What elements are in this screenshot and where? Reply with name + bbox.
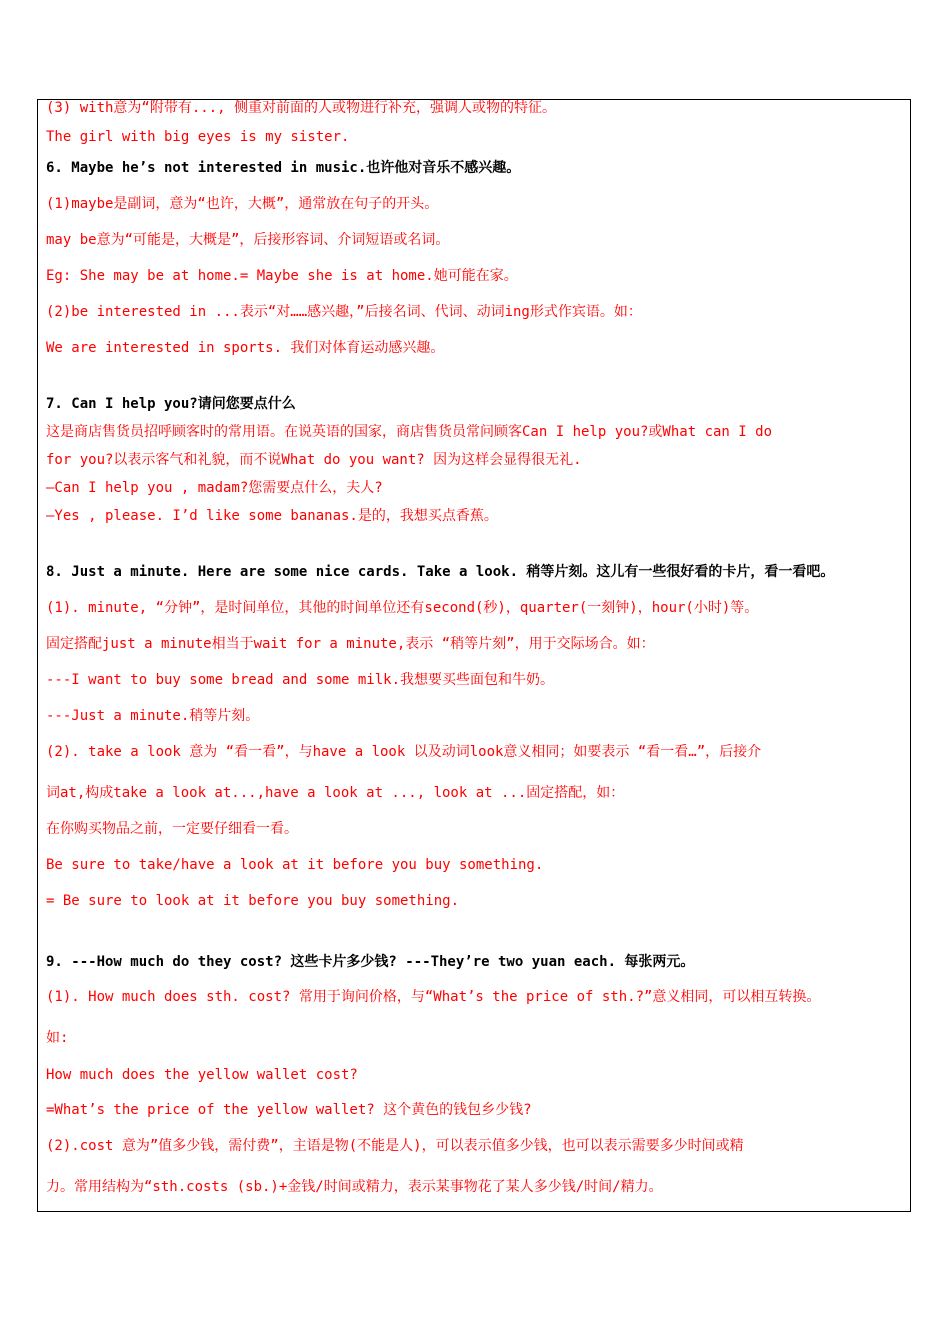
note-line: 词at,构成take a look at...,have a look at ..., look at ...固定搭配，如： [46, 785, 625, 801]
note-line: (2)be interested in ...表示“对……感兴趣，”后接名词、代词、动词ing形式作宾语。如： [46, 304, 642, 320]
example-line: How much does the yellow wallet cost? [46, 1067, 358, 1083]
note-line: (1). How much does sth. cost? 常用于询问价格，与“What’s the price of sth.?”意义相同，可以相互转换。 [46, 989, 821, 1005]
example-line: Eg: She may be at home.= Maybe she is at home.她可能在家。 [46, 268, 518, 284]
example-line: =What’s the price of the yellow wallet? 这个黄色的钱包乡少钱? [46, 1102, 532, 1118]
item-heading: 7. Can I help you?请问您要点什么 [46, 396, 296, 412]
example-line: —Can I help you , madam?您需要点什么，夫人? [46, 480, 383, 496]
note-line: (2). take a look 意为 “看一看”，与have a look 以及动词look意义相同；如要表示 “看一看…”，后接介 [46, 744, 762, 760]
note-line: 这是商店售货员招呼顾客时的常用语。在说英语的国家，商店售货员常问顾客Can I help you?或What can I do [46, 424, 773, 440]
note-line: (3) with意为“附带有..., 侧重对前面的人或物进行补充，强调人或物的特征。 [46, 100, 557, 116]
item-heading: 9. ---How much do they cost? 这些卡片多少钱? ---They’re two yuan each. 每张两元。 [46, 954, 695, 970]
item-heading: 8. Just a minute. Here are some nice cards. Take a look. 稍等片刻。这儿有一些很好看的卡片，看一看吧。 [46, 564, 835, 580]
item-heading: 6. Maybe he’s not interested in music.也许他对音乐不感兴趣。 [46, 160, 521, 176]
example-line: ---I want to buy some bread and some milk.我想要买些面包和牛奶。 [46, 672, 555, 688]
note-line: for you?以表示客气和礼貌，而不说What do you want? 因为这样会显得很无礼. [46, 452, 582, 468]
example-line: = Be sure to look at it before you buy something. [46, 893, 460, 909]
note-line: (2).cost 意为”值多少钱，需付费”，主语是物(不能是人)，可以表示值多少钱，也可以表示需要多少时间或精 [46, 1138, 744, 1154]
example-line: 在你购买物品之前，一定要仔细看一看。 [46, 821, 298, 837]
note-line: 力。常用结构为“sth.costs (sb.)+金钱/时间或精力，表示某事物花了某人多少钱/时间/精力。 [46, 1179, 663, 1195]
note-line: 如: [46, 1030, 69, 1046]
note-line: may be意为“可能是，大概是”，后接形容词、介词短语或名词。 [46, 232, 450, 248]
note-line: 固定搭配just a minute相当于wait for a minute,表示 “稍等片刻”，用于交际场合。如： [46, 636, 655, 652]
example-line: Be sure to take/have a look at it before you buy something. [46, 857, 544, 873]
note-line: (1). minute, “分钟”，是时间单位，其他的时间单位还有second(秒)，quarter(一刻钟)，hour(小时)等。 [46, 600, 759, 616]
note-line: (1)maybe是副词，意为“也许，大概”，通常放在句子的开头。 [46, 196, 439, 212]
example-line: We are interested in sports. 我们对体育运动感兴趣。 [46, 340, 445, 356]
example-line: ---Just a minute.稍等片刻。 [46, 708, 260, 724]
example-line: The girl with big eyes is my sister. [46, 129, 350, 145]
example-line: —Yes , please. I’d like some bananas.是的，我想买点香蕉。 [46, 508, 498, 524]
